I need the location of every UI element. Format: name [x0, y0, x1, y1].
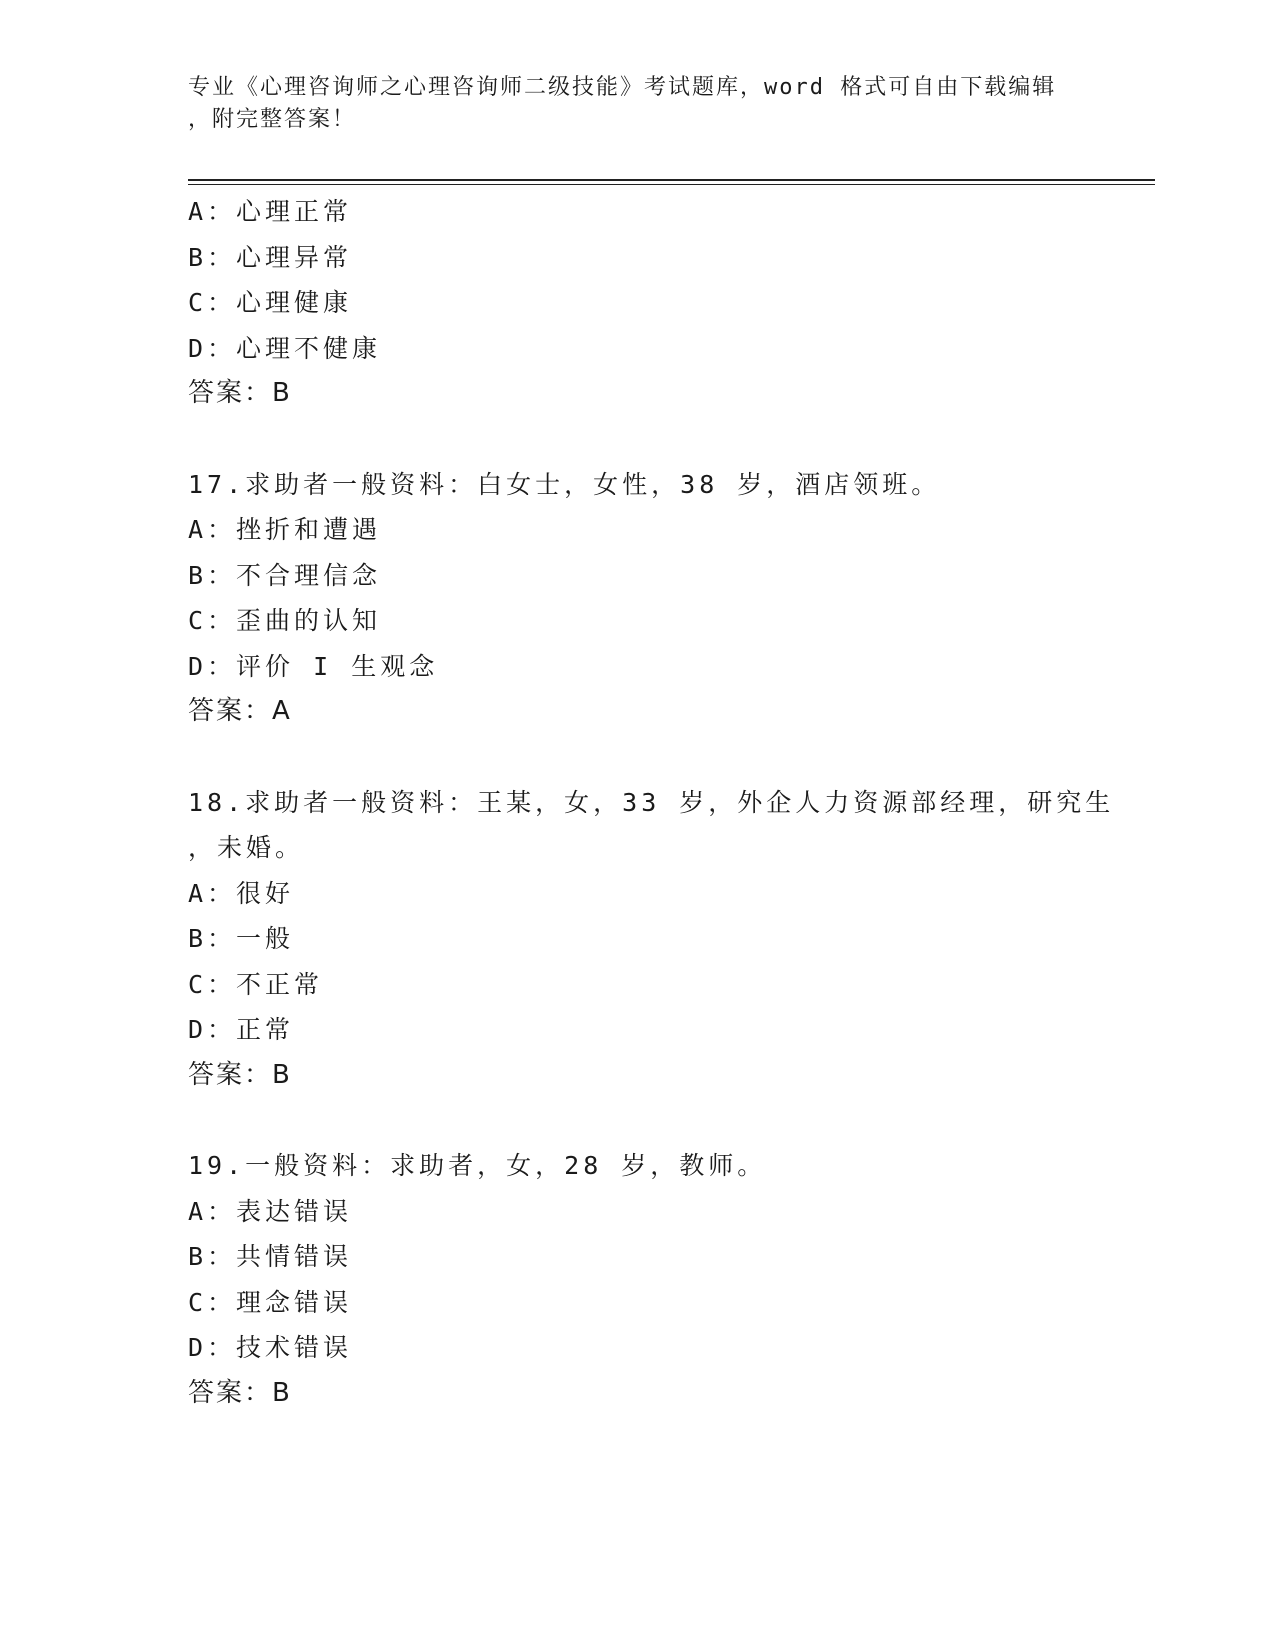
question-stem-line-1: 18.求助者一般资料：王某，女，33 岁，外企人力资源部经理，研究生: [188, 787, 1115, 817]
option-a: A：表达错误: [188, 1196, 353, 1226]
option-a: A：很好: [188, 878, 295, 908]
answer: 答案：A: [188, 696, 292, 726]
option-b: B：不合理信念: [188, 560, 382, 590]
answer: 答案：B: [188, 1059, 292, 1090]
question-16: [188, 189, 1148, 417]
answer: 答案：B: [188, 378, 292, 408]
header-divider-thick: [188, 179, 1155, 181]
header-line-1: 专业《心理咨询师之心理咨询师二级技能》考试题库，word 格式可自由下载编辑: [188, 75, 1057, 100]
answer: 答案：B: [188, 1377, 292, 1408]
option-b: B：一般: [188, 924, 295, 953]
option-a: A：挫折和遭遇: [188, 515, 382, 544]
option-c: C：歪曲的认知: [188, 606, 382, 635]
header-line-2: ，附完整答案！: [188, 107, 357, 132]
question-stem-line-2: ，未婚。: [188, 833, 305, 862]
question-17: [188, 462, 1148, 735]
document-header: [188, 72, 1088, 136]
option-d: D：心理不健康: [188, 333, 382, 363]
option-d: D：技术错误: [188, 1333, 353, 1362]
option-a: A：心理正常: [188, 197, 353, 226]
option-c: C：不正常: [188, 969, 324, 999]
question-stem: 17.求助者一般资料：白女士，女性，38 岁，酒店领班。: [188, 469, 941, 499]
question-18: [188, 780, 1148, 1099]
option-c: C：理念错误: [188, 1287, 353, 1317]
option-c: C：心理健康: [188, 288, 353, 317]
question-list: [188, 189, 1148, 1416]
question-stem: 19.一般资料：求助者，女，28 岁，教师。: [188, 1151, 767, 1180]
option-b: B：心理异常: [188, 242, 353, 272]
option-d: D：评价 I 生观念: [188, 651, 439, 681]
option-b: B：共情错误: [188, 1242, 353, 1271]
question-19: [188, 1143, 1148, 1416]
option-d: D：正常: [188, 1015, 295, 1044]
header-divider-thin: [188, 184, 1155, 185]
